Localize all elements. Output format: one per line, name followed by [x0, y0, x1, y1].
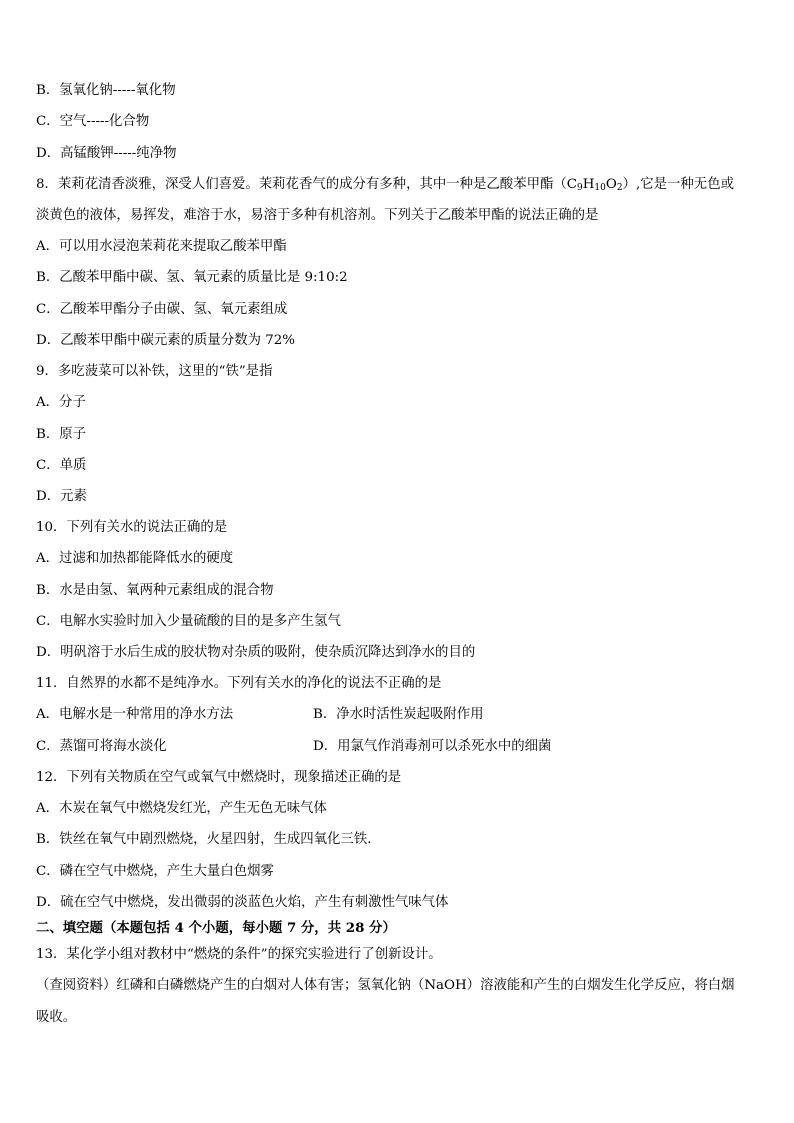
q10-option-a: A．过滤和加热都能降低水的硬度 — [36, 551, 234, 566]
formula-subscript: 10 — [594, 183, 606, 193]
q8-stem-line1 — [36, 175, 734, 195]
q10-option-c: C．电解水实验时加入少量硫酸的目的是多产生氢气 — [36, 614, 341, 629]
formula-subscript: 9 — [577, 183, 583, 193]
q8-option-a: A．可以用水浸泡茉莉花来提取乙酸苯甲酯 — [36, 239, 287, 254]
q11-option-c: C．蒸馏可将海水淡化 — [36, 739, 167, 754]
q11-option-d: D．用氯气作消毒剂可以杀死水中的细菌 — [313, 739, 552, 754]
q8-option-c: C．乙酸苯甲酯分子由碳、氢、氧元素组成 — [36, 302, 288, 317]
q10-option-b: B．水是由氢、氧两种元素组成的混合物 — [36, 583, 274, 598]
q10-stem: 10．下列有关水的说法正确的是 — [36, 520, 228, 535]
section-heading-fill-in: 二、填空题（本题包括 4 个小题，每小题 7 分，共 28 分） — [36, 920, 396, 936]
q8-option-b: B．乙酸苯甲酯中碳、氢、氧元素的质量比是 9:10:2 — [36, 270, 348, 285]
q7-option-b: B．氢氧化钠-----氧化物 — [36, 83, 176, 98]
q13-info-line2: 吸收。 — [36, 1010, 77, 1025]
q9-option-c: C．单质 — [36, 458, 87, 473]
q11-option-a: A．电解水是一种常用的净水方法 — [36, 707, 234, 722]
q7-option-d: D．高锰酸钾-----纯净物 — [36, 146, 177, 161]
q7-option-c: C．空气-----化合物 — [36, 114, 150, 129]
formula-element: O — [605, 177, 617, 192]
q12-option-c: C．磷在空气中燃烧，产生大量白色烟雾 — [36, 864, 274, 879]
q9-option-d: D．元素 — [36, 489, 87, 504]
q13-info-line1: （查阅资料）红磷和白磷燃烧产生的白烟对人体有害；氢氧化钠（NaOH）溶液能和产生的白烟发生化学反应，将白烟 — [36, 978, 735, 993]
q11-stem: 11．自然界的水都不是纯净水。下列有关水的净化的说法不正确的是 — [36, 676, 442, 691]
q12-option-a: A．木炭在氧气中燃烧发红光，产生无色无味气体 — [36, 801, 327, 816]
q12-stem: 12．下列有关物质在空气或氧气中燃烧时，现象描述正确的是 — [36, 770, 402, 785]
q10-option-d: D．明矾溶于水后生成的胶状物对杂质的吸附，使杂质沉降达到净水的目的 — [36, 645, 476, 660]
q8-stem-line2: 淡黄色的液体，易挥发，难溶于水，易溶于多种有机溶剂。下列关于乙酸苯甲酯的说法正确的是 — [36, 208, 599, 223]
q9-option-b: B．原子 — [36, 427, 87, 442]
q9-stem: 9．多吃菠菜可以补铁，这里的“铁”是指 — [36, 364, 273, 379]
q11-option-b: B．净水时活性炭起吸附作用 — [313, 707, 484, 722]
q8-stem-text: ）,它是一种无色或 — [622, 177, 734, 192]
q13-stem: 13．某化学小组对教材中“燃烧的条件”的探究实验进行了创新设计。 — [36, 947, 442, 962]
q9-option-a: A．分子 — [36, 395, 86, 410]
q12-option-b: B．铁丝在氧气中剧烈燃烧，火星四射，生成四氧化三铁. — [36, 832, 372, 847]
formula-element: H — [582, 177, 595, 192]
q8-stem-text: 8．茉莉花清香淡雅，深受人们喜爱。茉莉花香气的成分有多种，其中一种是乙酸苯甲酯（C — [36, 177, 577, 192]
q8-option-d: D．乙酸苯甲酯中碳元素的质量分数为 72% — [36, 333, 296, 348]
q12-option-d: D．硫在空气中燃烧，发出微弱的淡蓝色火焰，产生有刺激性气味气体 — [36, 895, 449, 910]
formula-subscript: 2 — [616, 183, 623, 193]
